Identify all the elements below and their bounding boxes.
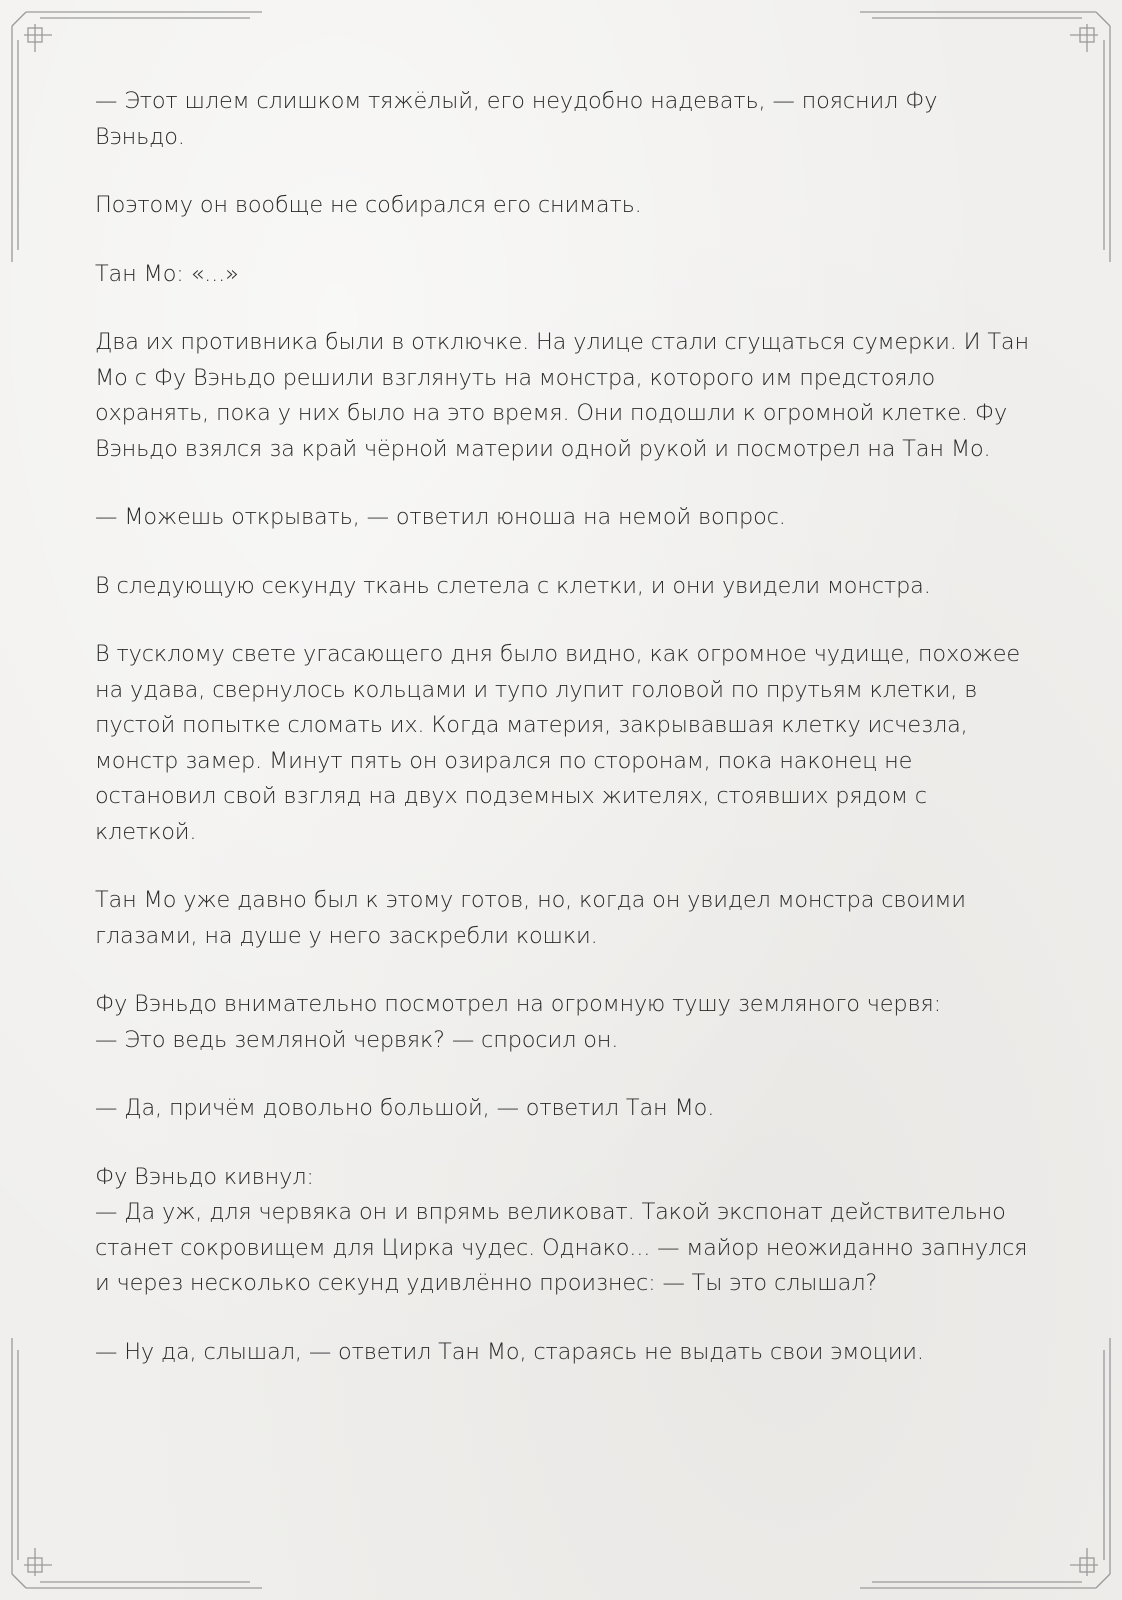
- paragraph-5: — Можешь открывать, — ответил юноша на немой вопрос.: [95, 504, 786, 530]
- paragraph-10: — Да, причём довольно большой, — ответил Тан Мо.: [95, 1095, 715, 1121]
- paragraph-7: В тусклому свете угасающего дня было видно, как огромное чудище, похожее на удава, свернулось кольцами и тупо лупит головой по прутьям клетки, в пустой попытке сломать их. Когда материя, закрывавшая клетку исчезла, монстр замер. Минут пять он озирался по сторонам, пока наконец не остановил свой взгляд на двух подземных жителях, стоявших рядом с клеткой.: [95, 641, 1021, 845]
- paragraph-12: — Ну да, слышал, — ответил Тан Мо, стараясь не выдать свои эмоции.: [95, 1338, 924, 1365]
- paragraph-9: Фу Вэньдо внимательно посмотрел на огромную тушу земляного червя: — Это ведь земляной червяк? — спросил он.: [95, 991, 941, 1053]
- paragraph-8: Тан Мо уже давно был к этому готов, но, когда он увидел монстра своими глазами, на душе у него заскребли кошки.: [95, 887, 966, 949]
- paragraph-6: В следующую секунду ткань слетела с клетки, и они увидели монстра.: [95, 572, 931, 599]
- text-body: [95, 84, 1030, 1403]
- paragraph-1: — Этот шлем слишком тяжёлый, его неудобно надевать, — пояснил Фу Вэньдо.: [95, 88, 938, 150]
- paragraph-4: Два их противника были в отключке. На улице стали сгущаться сумерки. И Тан Мо с Фу Вэньдо решили взглянуть на монстра, которого им предстояло охранять, пока у них было на это время. Они подошли к огромной клетке. Фу Вэньдо взялся за край чёрной материи одной рукой и посмотрел на Тан Мо.: [95, 329, 1029, 462]
- paragraph-11: Фу Вэньдо кивнул: — Да уж, для червяка он и впрямь великоват. Такой экспонат действительно станет сокровищем для Цирка чудес. Однако... — майор неожиданно запнулся и через несколько секунд удивлённо произнес: — Ты это слышал?: [95, 1163, 1028, 1296]
- paragraph-3: Тан Мо: «...»: [95, 260, 239, 287]
- paragraph-2: Поэтому он вообще не собирался его снимать.: [95, 192, 642, 218]
